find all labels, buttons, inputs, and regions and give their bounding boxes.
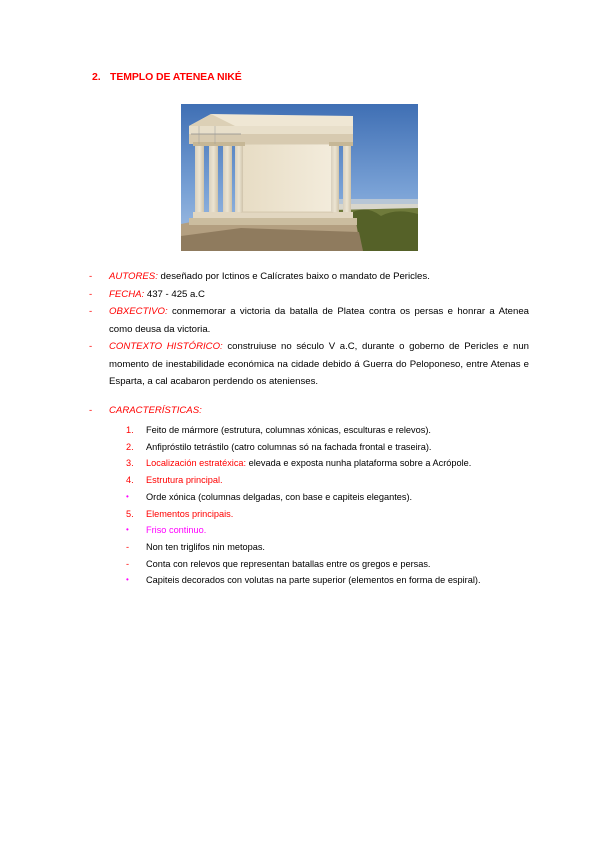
characteristic-label: Localización estratéxica: [146,458,247,469]
list-item-obxectivo [89,303,529,338]
characteristic-text: elevada e exposta nunha plataforma sobre a Acrópole. [246,458,472,469]
bullet-icon: • [126,575,129,585]
list-item-fecha [89,286,529,304]
list-number: 3. [126,458,134,469]
characteristic-label: Elementos principais. [146,508,234,519]
dash-marker: - [126,541,130,552]
characteristic-item [126,572,546,589]
item-label: FECHA: [109,288,145,300]
dash-marker: - [89,404,93,416]
characteristic-item [126,439,546,456]
bullet-icon: • [126,525,129,535]
characteristic-text: Capiteis decorados con volutas na parte superior (elementos en forma de espiral). [146,575,481,586]
characteristic-text: Conta con relevos que representan batallas entre os gregos e persas. [146,558,431,569]
characteristic-item [126,455,546,472]
characteristic-item [126,522,546,539]
characteristic-text: Non ten triglifos nin metopas. [146,541,265,552]
dash-marker: - [89,306,93,317]
list-item-autores [89,268,529,286]
item-text: conmemorar a victoria da batalla de Platea contra os persas e honrar a Atenea como deusa da victoria. [109,306,529,335]
item-text: deseñado por Ictinos e Calícrates baixo o mandato de Pericles. [157,271,430,282]
dash-marker: - [89,341,93,352]
list-number: 5. [126,508,134,519]
item-text: 437 - 425 a.C [144,288,205,300]
characteristic-text: Orde xónica (columnas delgadas, con base e capiteis elegantes). [146,491,413,502]
characteristic-item [126,506,546,523]
temple-photo [181,104,418,251]
dash-marker: - [89,271,93,282]
characteristic-item [126,422,546,439]
section-title: TEMPLO DE ATENEA NIKÉ [110,71,242,83]
item-label: OBXECTIVO: [109,306,168,317]
section-number: 2. [92,71,101,83]
dash-marker: - [126,558,130,569]
list-number: 2. [126,441,134,452]
characteristic-item [126,472,546,489]
characteristic-item [126,489,546,506]
characteristic-label: Estrutura principal. [146,475,223,486]
list-item-caracteristicas [89,402,529,420]
section-heading [92,71,242,83]
characteristics-list [126,422,546,589]
characteristic-label: Friso continuo. [146,525,207,536]
spacer [89,391,529,402]
item-text: construiuse no século V a.C, durante o goberno de Pericles e nun momento de inestabilidade económica na cidade debido á Guerra do Peloponeso, entre Atenas e Esparta, a cal acabaron perdendo os atenienses. [109,341,529,387]
list-item-contexto [89,338,529,391]
list-number: 4. [126,475,134,486]
dash-marker: - [89,288,93,300]
item-label: AUTORES: [109,271,158,282]
item-label: CARACTERÍSTICAS: [109,404,202,416]
detail-list [89,268,529,419]
temple-photo-icon [181,104,418,251]
item-label: CONTEXTO HISTÓRICO: [109,341,223,352]
characteristic-text: Feito de mármore (estrutura, columnas xónicas, esculturas e relevos). [146,425,431,435]
list-number: 1. [126,425,134,435]
characteristic-item [126,556,546,573]
characteristic-text: Anfipróstilo tetrástilo (catro columnas só na fachada frontal e traseira). [146,441,432,452]
characteristic-item [126,539,546,556]
bullet-icon: • [126,491,129,501]
